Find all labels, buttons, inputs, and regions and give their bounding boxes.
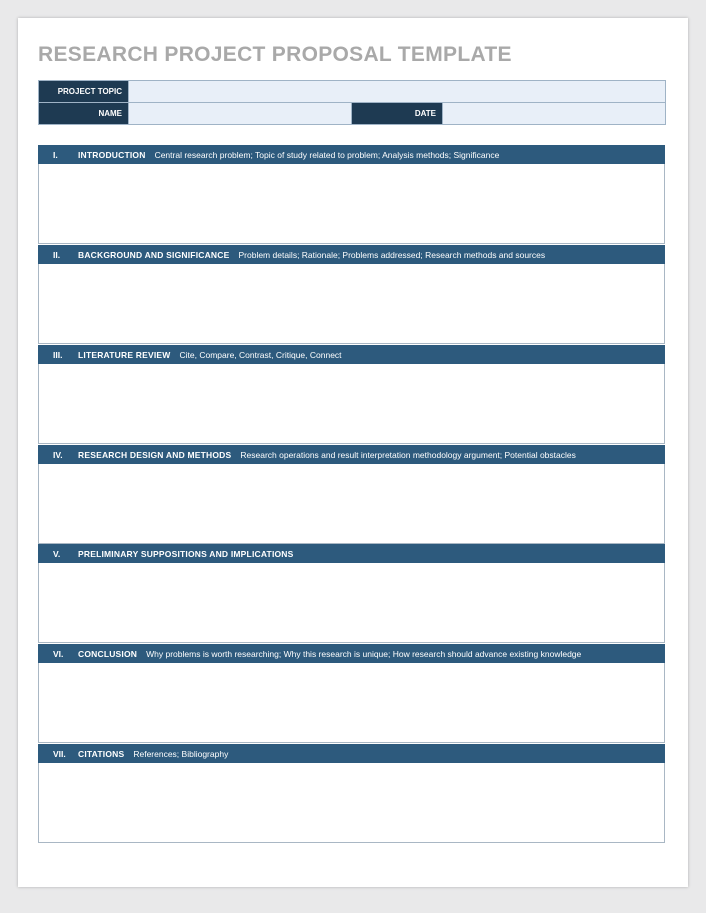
- section-citations: [38, 744, 665, 843]
- section-header: [38, 345, 665, 364]
- section-body-field[interactable]: [38, 364, 665, 444]
- section-title: INTRODUCTION: [78, 149, 146, 160]
- section-background-and-significance: [38, 245, 665, 344]
- section-title: RESEARCH DESIGN AND METHODS: [78, 449, 232, 460]
- section-description: Cite, Compare, Contrast, Critique, Connect: [179, 349, 342, 360]
- name-field[interactable]: [129, 103, 352, 125]
- section-header: [38, 445, 665, 464]
- section-description: Why problems is worth researching; Why this research is unique; How research should advance existing knowledge: [146, 648, 582, 659]
- section-conclusion: [38, 644, 665, 743]
- name-date-row: [39, 103, 666, 125]
- section-title: CITATIONS: [78, 748, 125, 759]
- section-title: LITERATURE REVIEW: [78, 349, 171, 360]
- section-research-design-and-methods: [38, 445, 665, 544]
- section-number: I.: [53, 149, 58, 160]
- section-description: Problem details; Rationale; Problems addressed; Research methods and sources: [238, 249, 546, 260]
- section-description: Research operations and result interpretation methodology argument; Potential obstacles: [240, 449, 576, 460]
- section-description: References; Bibliography: [133, 748, 229, 759]
- section-number: IV.: [53, 449, 63, 460]
- section-number: III.: [53, 349, 63, 360]
- section-number: II.: [53, 249, 61, 260]
- section-number: VII.: [53, 748, 66, 759]
- project-topic-label: PROJECT TOPIC: [39, 81, 129, 103]
- document-page: [18, 18, 688, 887]
- project-topic-row: [39, 81, 666, 103]
- section-preliminary-suppositions: [38, 544, 665, 643]
- section-title: BACKGROUND AND SIGNIFICANCE: [78, 249, 230, 260]
- section-body-field[interactable]: [38, 663, 665, 743]
- name-label: NAME: [39, 103, 129, 125]
- section-introduction: [38, 145, 665, 244]
- section-title: CONCLUSION: [78, 648, 138, 659]
- section-header: [38, 145, 665, 164]
- section-literature-review: [38, 345, 665, 444]
- date-field[interactable]: [443, 103, 666, 125]
- section-header: [38, 245, 665, 264]
- section-header: [38, 744, 665, 763]
- section-body-field[interactable]: [38, 264, 665, 344]
- project-topic-field[interactable]: [129, 81, 666, 103]
- section-body-field[interactable]: [38, 563, 665, 643]
- section-header: [38, 544, 665, 563]
- document-title: RESEARCH PROJECT PROPOSAL TEMPLATE: [38, 43, 512, 66]
- section-header: [38, 644, 665, 663]
- date-label: DATE: [352, 103, 443, 125]
- section-body-field[interactable]: [38, 763, 665, 843]
- section-title: PRELIMINARY SUPPOSITIONS AND IMPLICATIONS: [78, 548, 294, 559]
- section-number: V.: [53, 548, 61, 559]
- section-body-field[interactable]: [38, 464, 665, 544]
- section-body-field[interactable]: [38, 164, 665, 244]
- section-description: Central research problem; Topic of study related to problem; Analysis methods; Significance: [154, 149, 500, 160]
- section-number: VI.: [53, 648, 64, 659]
- project-info-table: [38, 80, 666, 125]
